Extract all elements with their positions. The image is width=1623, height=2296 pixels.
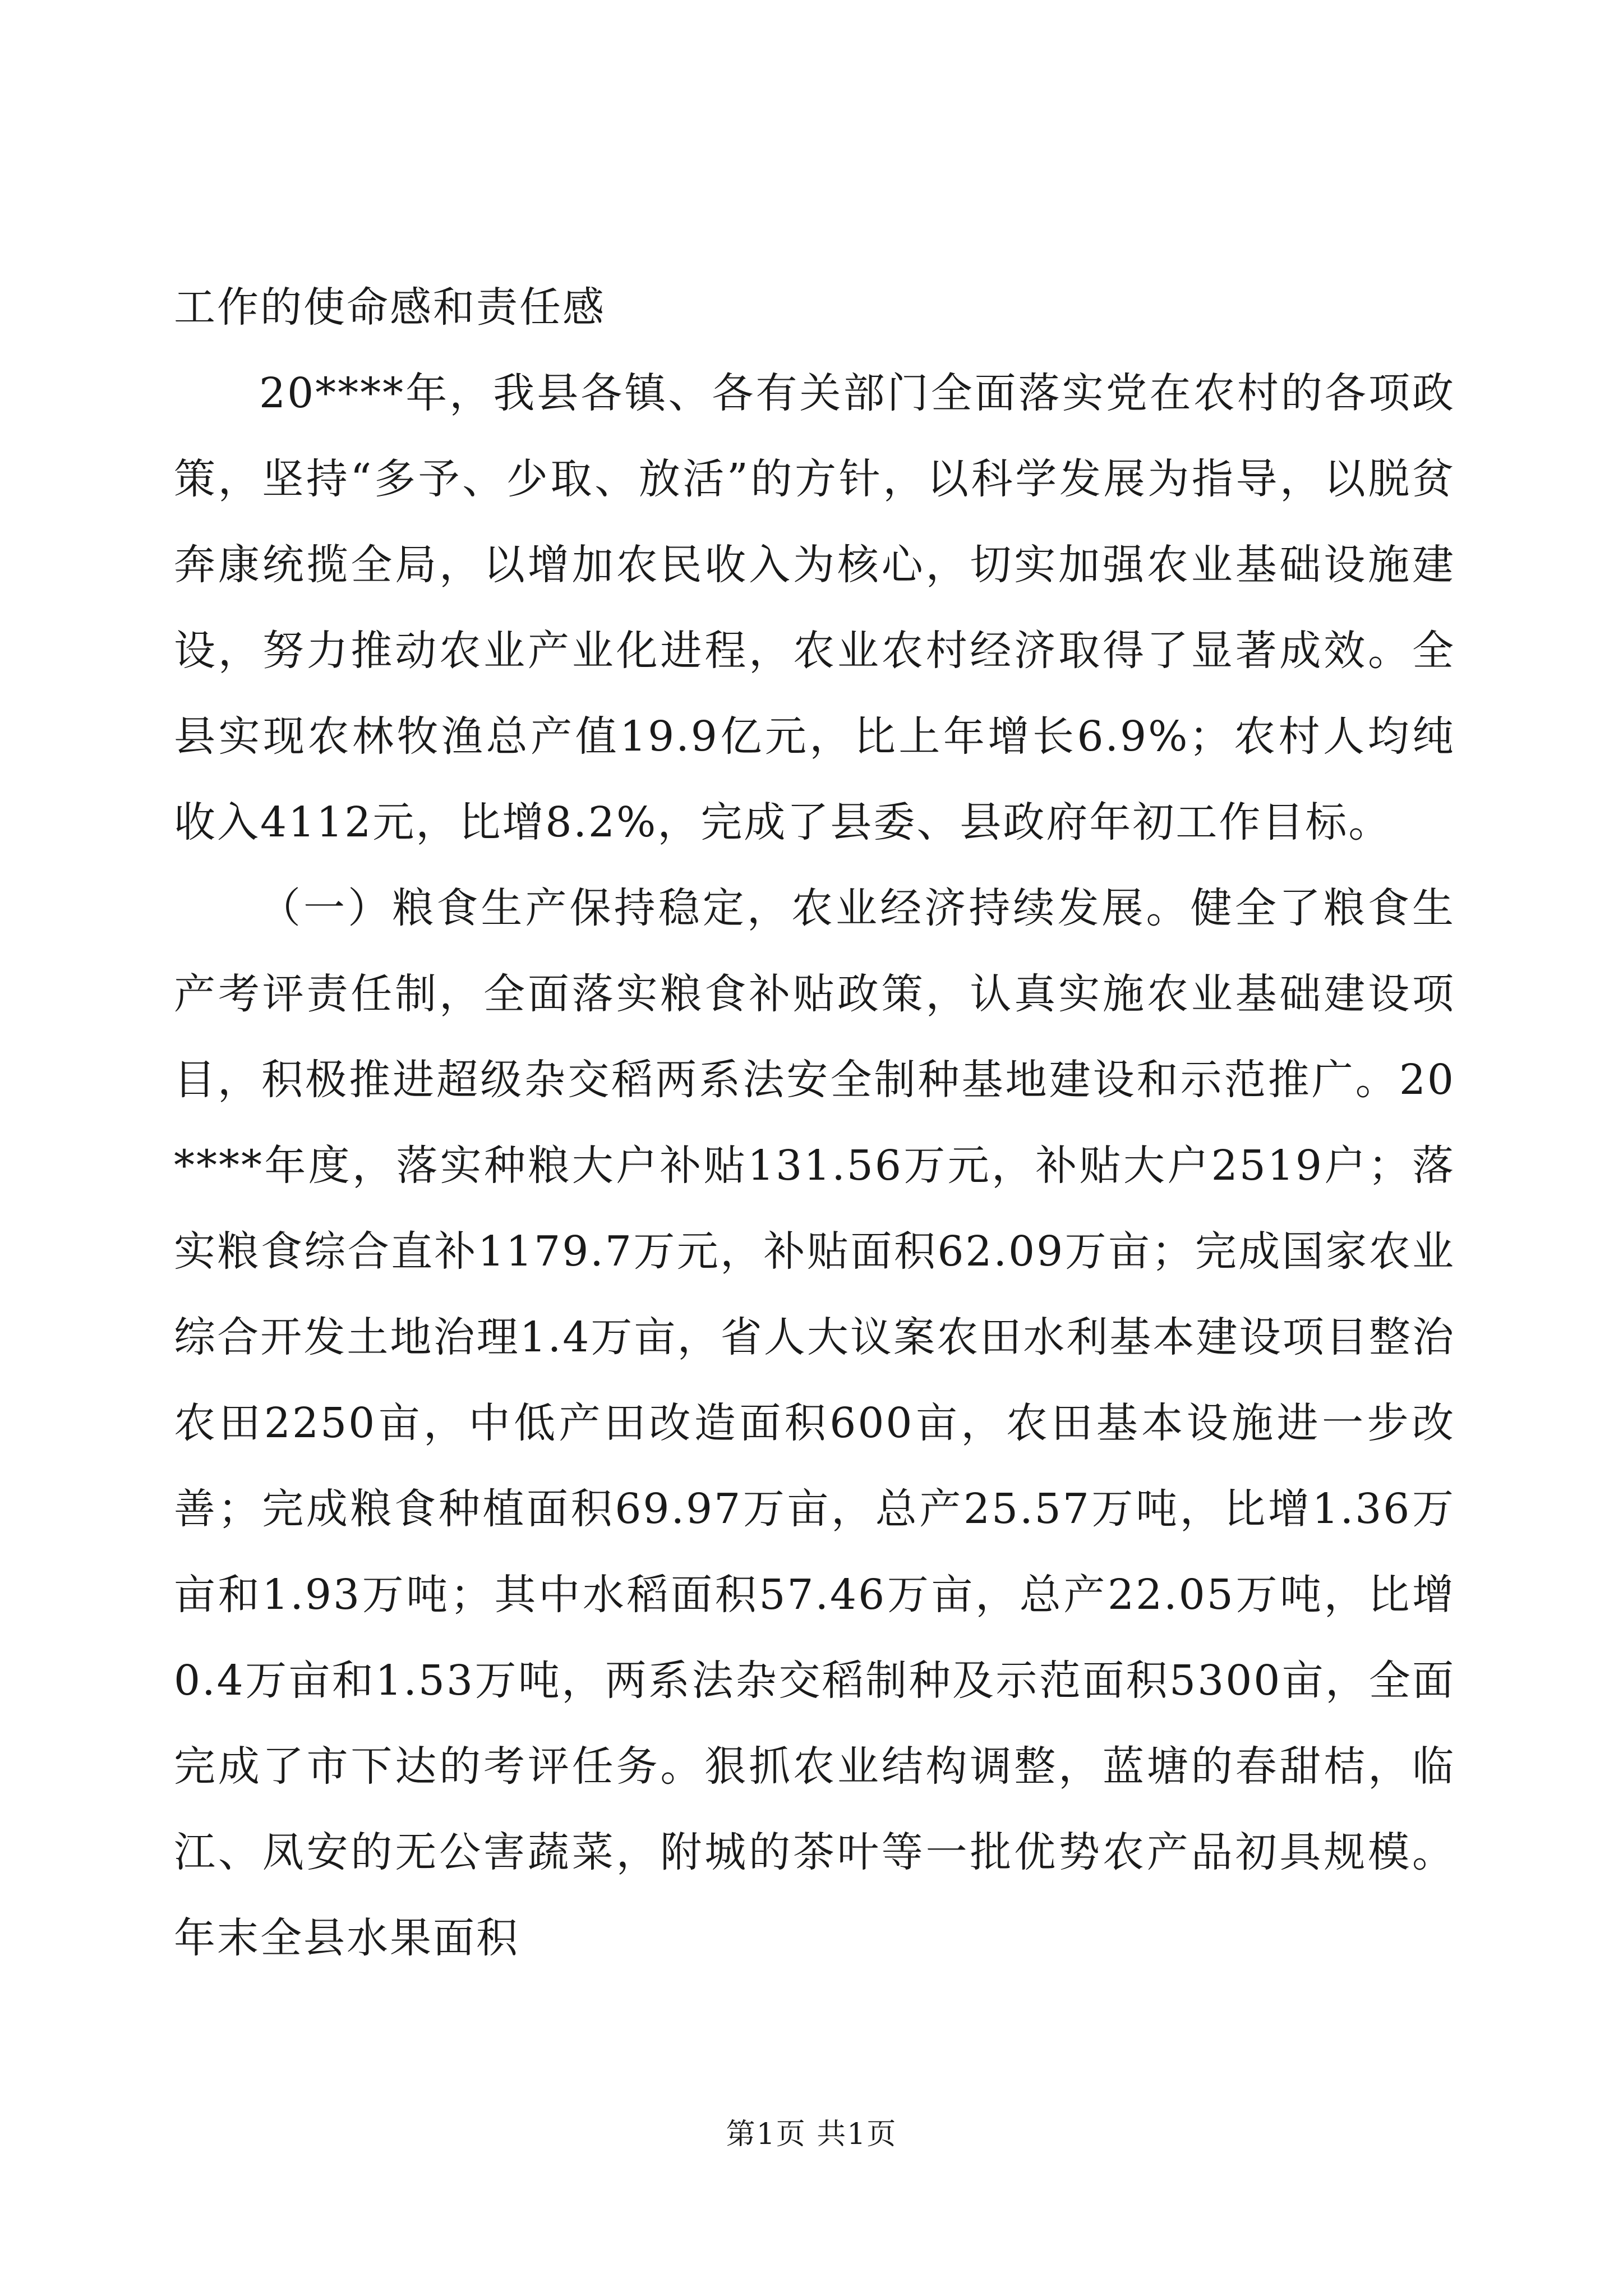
page-footer: 第1页 共1页	[726, 2118, 897, 2151]
paragraph-continuation: 工作的使命感和责任感	[174, 283, 606, 332]
paragraph-overview: 20****年，我县各镇、各有关部门全面落实党在农村的各项政策，坚持“多予、少取、放活”的方针，以科学发展为指导，以脱贫奔康统揽全局，以增加农民收入为核心，切实加强农业基础设施建设，努力推动农业产业化进程，农业农村经济取得了显著成效。全县实现农林牧渔总产值19.9亿元，比上年增长6.9%；农村人均纯收入4112元，比增8.2%，完成了县委、县政府年初工作目标。	[174, 369, 1455, 846]
document-body	[174, 265, 1455, 1981]
paragraph-grain-production: （一）粮食生产保持稳定，农业经济持续发展。健全了粮食生产考评责任制，全面落实粮食补贴政策，认真实施农业基础建设项目，积极推进超级杂交稻两系法安全制种基地建设和示范推广。20****年度，落实种粮大户补贴131.56万元，补贴大户2519户；落实粮食综合直补1179.7万元，补贴面积62.09万亩；完成国家农业综合开发土地治理1.4万亩，省人大议案农田水利基本建设项目整治农田2250亩，中低产田改造面积600亩，农田基本设施进一步改善；完成粮食种植面积69.97万亩，总产25.57万吨，比增1.36万亩和1.93万吨；其中水稻面积57.46万亩，总产22.05万吨，比增0.4万亩和1.53万吨，两系法杂交稻制种及示范面积5300亩，全面完成了市下达的考评任务。狠抓农业结构调整，蓝塘的春甜桔，临江、凤安的无公害蔬菜，附城的茶叶等一批优势农产品初具规模。年末全县水果面积	[174, 884, 1455, 1962]
